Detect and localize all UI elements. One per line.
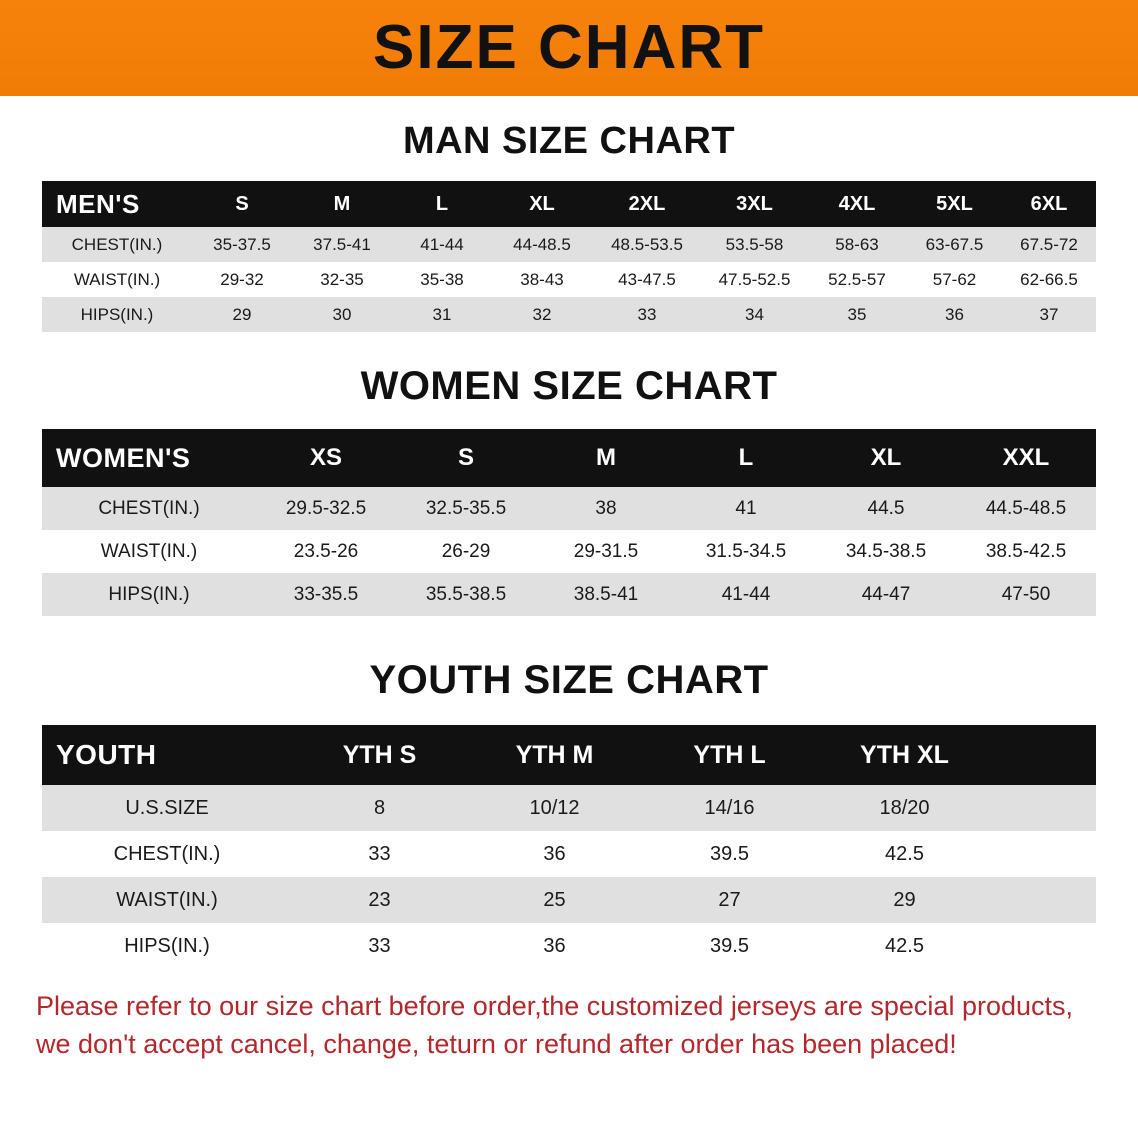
women-table-header-row [42, 429, 1096, 487]
man-col-6xl: 6XL [1002, 181, 1096, 227]
man-waist-4xl: 52.5-57 [807, 262, 907, 297]
youth-hips-s: 33 [292, 923, 467, 969]
youth-col-spacer [992, 725, 1096, 785]
youth-chest-spacer [992, 831, 1096, 877]
youth-chest-m: 36 [467, 831, 642, 877]
man-header-corner: MEN'S [42, 181, 192, 227]
man-waist-xl: 38-43 [492, 262, 592, 297]
man-waist-3xl: 47.5-52.5 [702, 262, 807, 297]
women-chest-m: 38 [536, 487, 676, 530]
youth-hips-xl: 42.5 [817, 923, 992, 969]
man-col-3xl: 3XL [702, 181, 807, 227]
page-title: SIZE CHART [373, 13, 765, 82]
man-waist-2xl: 43-47.5 [592, 262, 702, 297]
table-row [42, 530, 1096, 573]
women-table-wrapper [42, 429, 1096, 616]
youth-hips-l: 39.5 [642, 923, 817, 969]
women-col-xl: XL [816, 429, 956, 487]
table-row [42, 785, 1096, 831]
women-col-xxl: XXL [956, 429, 1096, 487]
table-row [42, 923, 1096, 969]
youth-size-table [42, 725, 1096, 969]
man-section-heading: MAN SIZE CHART [402, 120, 736, 162]
youth-row-chest-label: CHEST(IN.) [42, 831, 292, 877]
youth-ussize-xl: 18/20 [817, 785, 992, 831]
table-row [42, 262, 1096, 297]
man-waist-6xl: 62-66.5 [1002, 262, 1096, 297]
youth-waist-s: 23 [292, 877, 467, 923]
women-waist-xs: 23.5-26 [256, 530, 396, 573]
youth-col-s: YTH S [292, 725, 467, 785]
man-col-5xl: 5XL [907, 181, 1002, 227]
women-chest-l: 41 [676, 487, 816, 530]
man-waist-5xl: 57-62 [907, 262, 1002, 297]
youth-hips-m: 36 [467, 923, 642, 969]
table-row [42, 227, 1096, 262]
man-hips-4xl: 35 [807, 297, 907, 332]
youth-col-m: YTH M [467, 725, 642, 785]
women-waist-xl: 34.5-38.5 [816, 530, 956, 573]
women-chest-xxl: 44.5-48.5 [956, 487, 1096, 530]
women-section-heading: WOMEN SIZE CHART [360, 364, 778, 408]
women-size-table [42, 429, 1096, 616]
table-row [42, 487, 1096, 530]
man-hips-5xl: 36 [907, 297, 1002, 332]
youth-table-wrapper [42, 725, 1096, 969]
man-waist-m: 32-35 [292, 262, 392, 297]
man-chest-l: 41-44 [392, 227, 492, 262]
man-row-hips-label: HIPS(IN.) [42, 297, 192, 332]
youth-ussize-spacer [992, 785, 1096, 831]
man-waist-s: 29-32 [192, 262, 292, 297]
man-hips-2xl: 33 [592, 297, 702, 332]
man-chest-6xl: 67.5-72 [1002, 227, 1096, 262]
man-hips-m: 30 [292, 297, 392, 332]
man-chest-xl: 44-48.5 [492, 227, 592, 262]
women-waist-xxl: 38.5-42.5 [956, 530, 1096, 573]
women-col-m: M [536, 429, 676, 487]
youth-waist-m: 25 [467, 877, 642, 923]
man-hips-l: 31 [392, 297, 492, 332]
youth-header-corner: YOUTH [42, 725, 292, 785]
man-row-waist-label: WAIST(IN.) [42, 262, 192, 297]
man-chest-5xl: 63-67.5 [907, 227, 1002, 262]
disclaimer-note [36, 987, 1102, 1064]
youth-hips-spacer [992, 923, 1096, 969]
youth-table-header-row [42, 725, 1096, 785]
women-col-s: S [396, 429, 536, 487]
man-chest-m: 37.5-41 [292, 227, 392, 262]
youth-row-waist-label: WAIST(IN.) [42, 877, 292, 923]
women-hips-xs: 33-35.5 [256, 573, 396, 616]
women-waist-m: 29-31.5 [536, 530, 676, 573]
youth-ussize-s: 8 [292, 785, 467, 831]
man-hips-6xl: 37 [1002, 297, 1096, 332]
women-waist-s: 26-29 [396, 530, 536, 573]
women-chest-xs: 29.5-32.5 [256, 487, 396, 530]
man-hips-xl: 32 [492, 297, 592, 332]
disclaimer-line-2: we don't accept cancel, change, teturn or refund after order has been placed! [36, 1029, 957, 1060]
youth-ussize-m: 10/12 [467, 785, 642, 831]
man-waist-l: 35-38 [392, 262, 492, 297]
man-hips-s: 29 [192, 297, 292, 332]
women-col-l: L [676, 429, 816, 487]
women-row-hips-label: HIPS(IN.) [42, 573, 256, 616]
table-row [42, 877, 1096, 923]
youth-ussize-l: 14/16 [642, 785, 817, 831]
page-banner [0, 0, 1138, 96]
youth-row-ussize-label: U.S.SIZE [42, 785, 292, 831]
man-row-chest-label: CHEST(IN.) [42, 227, 192, 262]
youth-chest-s: 33 [292, 831, 467, 877]
man-col-s: S [192, 181, 292, 227]
women-header-corner: WOMEN'S [42, 429, 256, 487]
women-chest-xl: 44.5 [816, 487, 956, 530]
women-row-waist-label: WAIST(IN.) [42, 530, 256, 573]
man-size-table [42, 181, 1096, 332]
table-row [42, 573, 1096, 616]
man-col-m: M [292, 181, 392, 227]
man-col-4xl: 4XL [807, 181, 907, 227]
man-table-wrapper [42, 181, 1096, 332]
women-row-chest-label: CHEST(IN.) [42, 487, 256, 530]
man-col-xl: XL [492, 181, 592, 227]
table-row [42, 297, 1096, 332]
man-col-l: L [392, 181, 492, 227]
women-col-xs: XS [256, 429, 396, 487]
youth-section-heading: YOUTH SIZE CHART [369, 658, 769, 702]
women-hips-xl: 44-47 [816, 573, 956, 616]
youth-col-l: YTH L [642, 725, 817, 785]
man-chest-2xl: 48.5-53.5 [592, 227, 702, 262]
man-hips-3xl: 34 [702, 297, 807, 332]
women-hips-xxl: 47-50 [956, 573, 1096, 616]
table-row [42, 831, 1096, 877]
man-chest-4xl: 58-63 [807, 227, 907, 262]
youth-chest-l: 39.5 [642, 831, 817, 877]
women-hips-s: 35.5-38.5 [396, 573, 536, 616]
youth-waist-l: 27 [642, 877, 817, 923]
youth-row-hips-label: HIPS(IN.) [42, 923, 292, 969]
man-chest-3xl: 53.5-58 [702, 227, 807, 262]
youth-waist-xl: 29 [817, 877, 992, 923]
youth-chest-xl: 42.5 [817, 831, 992, 877]
women-waist-l: 31.5-34.5 [676, 530, 816, 573]
man-col-2xl: 2XL [592, 181, 702, 227]
man-chest-s: 35-37.5 [192, 227, 292, 262]
man-table-header-row [42, 181, 1096, 227]
disclaimer-line-1: Please refer to our size chart before order,the customized jerseys are special products, [36, 991, 1074, 1021]
youth-waist-spacer [992, 877, 1096, 923]
youth-col-xl: YTH XL [817, 725, 992, 785]
women-hips-m: 38.5-41 [536, 573, 676, 616]
women-chest-s: 32.5-35.5 [396, 487, 536, 530]
women-hips-l: 41-44 [676, 573, 816, 616]
